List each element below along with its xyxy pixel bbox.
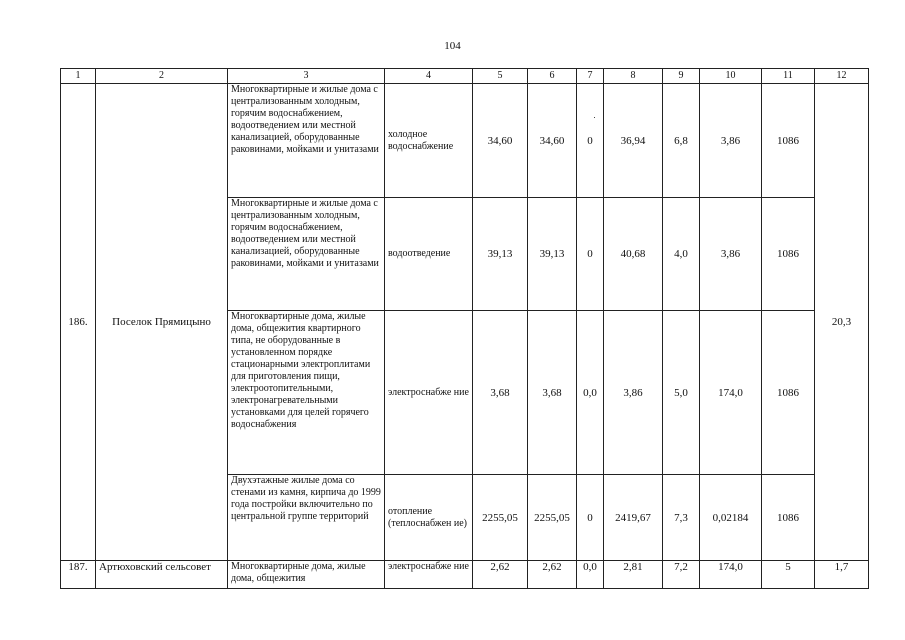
value-col5: 2,62: [473, 561, 528, 589]
value-col12: 20,3: [815, 84, 869, 561]
value-col10: 3,86: [700, 84, 762, 198]
value-col7: 0,0: [577, 561, 604, 589]
value-col11: 1086: [762, 475, 815, 561]
housing-description: Многоквартирные и жилые дома с централизованным холодным, горячим водоснабжением, водоотведением или местной канализацией, оборудованные раковинами, мойками и унитазами: [228, 84, 385, 198]
col-header-1: 1: [61, 69, 96, 84]
value-col9: 5,0: [663, 311, 700, 475]
col-header-2: 2: [96, 69, 228, 84]
service-name: отопление (теплоснабжен ие): [385, 475, 473, 561]
row-number: 186.: [61, 84, 96, 561]
housing-description: Многоквартирные дома, жилые дома, общежития: [228, 561, 385, 589]
value-col8: 3,86: [604, 311, 663, 475]
col-header-3: 3: [228, 69, 385, 84]
row-number: 187.: [61, 561, 96, 589]
col-header-10: 10: [700, 69, 762, 84]
value-col6: 2255,05: [528, 475, 577, 561]
col-header-11: 11: [762, 69, 815, 84]
value-col8: 2419,67: [604, 475, 663, 561]
value-col9: 4,0: [663, 198, 700, 311]
service-name: холодное водоснабжение: [385, 84, 473, 198]
settlement-name: Артюховский сельсовет: [96, 561, 228, 589]
header-row: [61, 69, 869, 84]
scan-speck: [594, 117, 595, 118]
value-col11: 5: [762, 561, 815, 589]
value-col9: 7,3: [663, 475, 700, 561]
service-name: электроснабже ние: [385, 561, 473, 589]
value-col7: 0: [577, 198, 604, 311]
value-col11: 1086: [762, 84, 815, 198]
value-col8: 2,81: [604, 561, 663, 589]
table-row: [61, 84, 869, 198]
value-col6: 2,62: [528, 561, 577, 589]
settlement-name: Поселок Прямицыно: [96, 84, 228, 561]
value-col6: 34,60: [528, 84, 577, 198]
value-col5: 34,60: [473, 84, 528, 198]
value-col10: 3,86: [700, 198, 762, 311]
value-col8: 36,94: [604, 84, 663, 198]
value-col12: 1,7: [815, 561, 869, 589]
col-header-8: 8: [604, 69, 663, 84]
tariff-table: [60, 68, 869, 589]
col-header-5: 5: [473, 69, 528, 84]
value-col6: 3,68: [528, 311, 577, 475]
housing-description: Многоквартирные и жилые дома с централизованным холодным, горячим водоснабжением, водоотведением или местной канализацией, оборудованные раковинами, мойками и унитазами: [228, 198, 385, 311]
value-col10: 174,0: [700, 311, 762, 475]
table-row: [61, 561, 869, 589]
value-col10: 174,0: [700, 561, 762, 589]
value-col7: 0: [577, 475, 604, 561]
value-col11: 1086: [762, 198, 815, 311]
col-header-12: 12: [815, 69, 869, 84]
housing-description: Многоквартирные дома, жилые дома, общежития квартирного типа, не оборудованные в установленном порядке стационарными электроплитами для приготовления пищи, электроотопительными, электронагревательными установками для целей горячего водоснабжения: [228, 311, 385, 475]
value-col5: 39,13: [473, 198, 528, 311]
col-header-7: 7: [577, 69, 604, 84]
value-col9: 6,8: [663, 84, 700, 198]
value-col10: 0,02184: [700, 475, 762, 561]
value-col7: 0,0: [577, 311, 604, 475]
page-number: 104: [444, 40, 461, 52]
value-col5: 2255,05: [473, 475, 528, 561]
value-col7: 0: [577, 84, 604, 198]
value-col6: 39,13: [528, 198, 577, 311]
value-col5: 3,68: [473, 311, 528, 475]
value-col8: 40,68: [604, 198, 663, 311]
col-header-6: 6: [528, 69, 577, 84]
value-col9: 7,2: [663, 561, 700, 589]
service-name: электроснабже ние: [385, 311, 473, 475]
value-col11: 1086: [762, 311, 815, 475]
service-name: водоотведение: [385, 198, 473, 311]
col-header-9: 9: [663, 69, 700, 84]
col-header-4: 4: [385, 69, 473, 84]
housing-description: Двухэтажные жилые дома со стенами из камня, кирпича до 1999 года постройки включительно по центральной группе территорий: [228, 475, 385, 561]
